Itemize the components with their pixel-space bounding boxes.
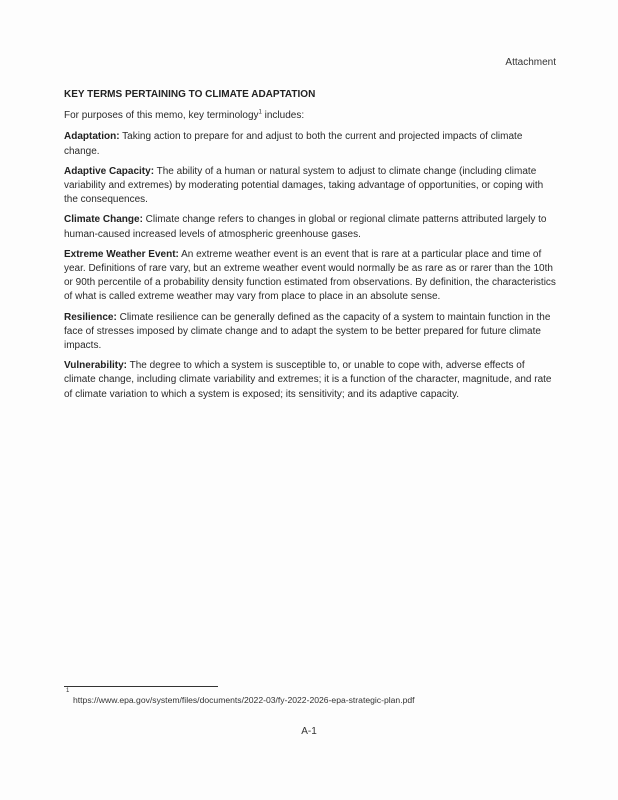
- intro-text: For purposes of this memo, key terminology: [64, 110, 259, 122]
- term-name: Vulnerability:: [64, 360, 127, 372]
- term-climate-change: [64, 213, 556, 241]
- footnote-divider: [64, 686, 218, 687]
- term-adaptive-capacity: [64, 165, 556, 208]
- term-vulnerability: [64, 359, 556, 402]
- term-name: Extreme Weather Event:: [64, 248, 179, 260]
- term-adaptation: [64, 130, 556, 158]
- section-heading: KEY TERMS PERTAINING TO CLIMATE ADAPTATION: [64, 89, 316, 100]
- footnote-link[interactable]: https://www.epa.gov/system/files/documents/2022-03/fy-2022-2026-epa-strategic-plan.pdf: [73, 695, 415, 705]
- term-definition: Taking action to prepare for and adjust to both the current and projected impacts of climate change.: [64, 131, 523, 157]
- term-definition: An extreme weather event is an event that is rare at a particular place and time of year. Definitions of rare vary, but an extreme weather event would normally be as rare as or rarer than the 10th or 90th percentile of a probability density function estimated from observations. By definition, the characteristics of what is called extreme weather may vary from place to place in an absolute sense.: [64, 248, 556, 303]
- attachment-label: Attachment: [505, 57, 556, 68]
- term-definition: The degree to which a system is susceptible to, or unable to cope with, adverse effects of climate change, including climate variability and extremes; it is a function of the character, magnitude, and rate of climate variation to which a system is exposed; its sensitivity; and its adaptive capacity.: [64, 360, 552, 400]
- document-body: [64, 88, 556, 408]
- term-name: Resilience:: [64, 311, 117, 323]
- term-name: Climate Change:: [64, 214, 143, 226]
- term-definition: Climate resilience can be generally defined as the capacity of a system to maintain function in the face of stresses imposed by climate change and to adapt the system to be better prepared for future climate impacts.: [64, 311, 551, 352]
- term-definition: The ability of a human or natural system to adjust to climate change (including climate variability and extremes) by moderating potential damages, taking advantage of opportunities, or coping with the consequences.: [64, 165, 544, 206]
- footnote-reference: 1: [258, 109, 262, 116]
- footnote-mark: 1: [66, 688, 70, 694]
- term-name: Adaptive Capacity:: [64, 165, 155, 177]
- intro-text-end: includes:: [261, 110, 305, 122]
- term-extreme-weather-event: [64, 248, 556, 305]
- page-number: A-1: [301, 726, 317, 737]
- term-definition: Climate change refers to changes in global or regional climate patterns attributed largely to human-caused increased levels of atmospheric greenhouse gases.: [64, 214, 547, 240]
- term-name: Adaptation:: [64, 131, 120, 143]
- term-resilience: [64, 311, 556, 354]
- intro-paragraph: [64, 109, 556, 123]
